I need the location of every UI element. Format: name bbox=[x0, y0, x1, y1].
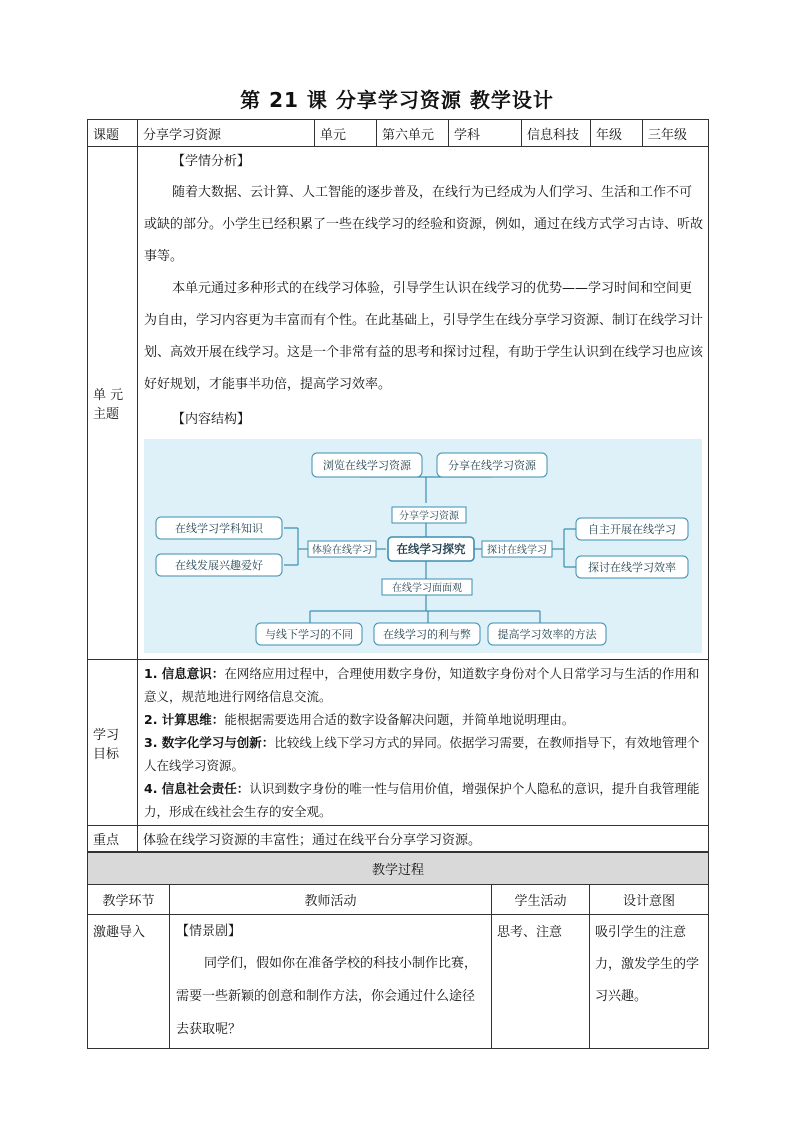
node-right-bottom: 探讨在线学习效率 bbox=[588, 561, 676, 574]
goal-item-text: 比较线上线下学习方式的异同。依据学习需要，在教师指导下，有效地管理个人在线学习资源。 bbox=[144, 735, 700, 773]
intent-text: 吸引学生的注意力，激发学生的学习兴趣。 bbox=[595, 925, 700, 1004]
node-left-connector: 体验在线学习 bbox=[312, 545, 372, 556]
subject-label: 学科 bbox=[449, 120, 522, 147]
node-right-top: 自主开展在线学习 bbox=[588, 523, 676, 536]
structure-heading: 【内容结构】 bbox=[172, 412, 251, 427]
goal-item-head: 3. 数字化学习与创新： bbox=[144, 735, 275, 750]
column-header-intent: 设计意图 bbox=[590, 885, 709, 915]
column-header-teacher: 教师活动 bbox=[170, 885, 492, 915]
topic-label: 课题 bbox=[88, 120, 138, 147]
node-left-top: 在线学习学科知识 bbox=[175, 522, 263, 535]
node-top-right: 分享在线学习资源 bbox=[448, 459, 536, 472]
column-header-student: 学生活动 bbox=[492, 885, 590, 915]
grade-label: 年级 bbox=[591, 120, 643, 147]
node-bottom-left: 与线下学习的不同 bbox=[265, 628, 353, 641]
topic-value: 分享学习资源 bbox=[138, 120, 315, 147]
stage-cell: 激趣导入 bbox=[88, 915, 170, 1049]
analysis-heading: 【学情分析】 bbox=[172, 154, 251, 169]
unit-theme-label-line2: 主题 bbox=[93, 407, 120, 422]
goal-item-text: 在网络应用过程中，合理使用数字身份，知道数字身份对个人日常学习与生活的作用和意义，规范地进行网络信息交流。 bbox=[144, 666, 700, 704]
intent-cell bbox=[590, 915, 709, 1049]
analysis-paragraph-1: 随着大数据、云计算、人工智能的逐步普及，在线行为已经成为人们学习、生活和工作不可或缺的部分。小学生已经积累了一些在线学习的经验和资源，例如，通过在线方式学习古诗、听故事等。 bbox=[144, 185, 704, 264]
node-center: 在线学习探究 bbox=[396, 542, 466, 556]
teacher-heading: 【情景剧】 bbox=[176, 924, 242, 939]
node-bottom-connector: 在线学习面面观 bbox=[392, 583, 462, 594]
goal-item-text: 认识到数字身份的唯一性与信用价值，增强保护个人隐私的意识，提升自我管理能力，形成在线社会生存的安全观。 bbox=[144, 781, 700, 819]
grade-value: 三年级 bbox=[643, 120, 709, 147]
subject-value: 信息科技 bbox=[522, 120, 591, 147]
unit-label: 单元 bbox=[315, 120, 377, 147]
lesson-info-table bbox=[87, 119, 709, 878]
goals-label-line1: 学习 bbox=[93, 727, 120, 743]
key-point-label: 重点 bbox=[88, 826, 138, 852]
node-bottom-right: 提高学习效率的方法 bbox=[497, 628, 597, 641]
goal-item-head: 1. 信息意识： bbox=[144, 666, 225, 681]
unit-theme-label bbox=[88, 147, 138, 660]
teaching-process-table bbox=[87, 852, 709, 1049]
analysis-paragraph-2: 本单元通过多种形式的在线学习体验，引导学生认识在线学习的优势——学习时间和空间更为自由，学习内容更为丰富而有个性。在此基础上，引导学生在线分享学习资源、制订在线学习计划、高效开展在线学习。这是一个非常有益的思考和探讨过程，有助于学生认识到在线学习也应该好好规划，才能事半功倍，提高学习效率。 bbox=[144, 281, 704, 392]
teacher-cell bbox=[170, 915, 492, 1049]
goal-item-text: 能根据需要选用合适的数字设备解决问题，并简单地说明理由。 bbox=[224, 712, 575, 727]
key-point-text: 体验在线学习资源的丰富性；通过在线平台分享学习资源。 bbox=[138, 826, 709, 852]
goal-item-head: 4. 信息社会责任： bbox=[144, 781, 250, 796]
unit-theme-content bbox=[138, 147, 709, 660]
goals-content bbox=[138, 660, 709, 826]
content-structure-diagram bbox=[144, 439, 702, 653]
goals-label-line2: 目标 bbox=[93, 746, 120, 762]
node-left-bottom: 在线发展兴趣爱好 bbox=[175, 559, 263, 572]
table-row bbox=[88, 915, 709, 1049]
node-top-connector: 分享学习资源 bbox=[399, 511, 459, 522]
goal-item bbox=[144, 777, 704, 823]
unit-theme-label-line1: 单 元 bbox=[93, 388, 124, 403]
process-heading: 教学过程 bbox=[88, 853, 709, 885]
unit-value: 第六单元 bbox=[377, 120, 449, 147]
column-header-stage: 教学环节 bbox=[88, 885, 170, 915]
goals-label bbox=[88, 660, 138, 826]
goal-item bbox=[144, 662, 704, 708]
teacher-text: 同学们，假如你在准备学校的科技小制作比赛，需要一些新颖的创意和制作方法，你会通过什么途径去获取呢？ bbox=[176, 956, 478, 1037]
student-cell: 思考、注意 bbox=[492, 915, 590, 1049]
goal-item-head: 2. 计算思维： bbox=[144, 712, 225, 727]
page-title: 第 21 课 分享学习资源 教学设计 bbox=[240, 88, 554, 112]
goal-item bbox=[144, 708, 704, 731]
node-right-connector: 探讨在线学习 bbox=[487, 545, 547, 556]
node-top-left: 浏览在线学习资源 bbox=[323, 459, 411, 472]
goal-item bbox=[144, 731, 704, 777]
node-bottom-mid: 在线学习的利与弊 bbox=[383, 628, 471, 641]
